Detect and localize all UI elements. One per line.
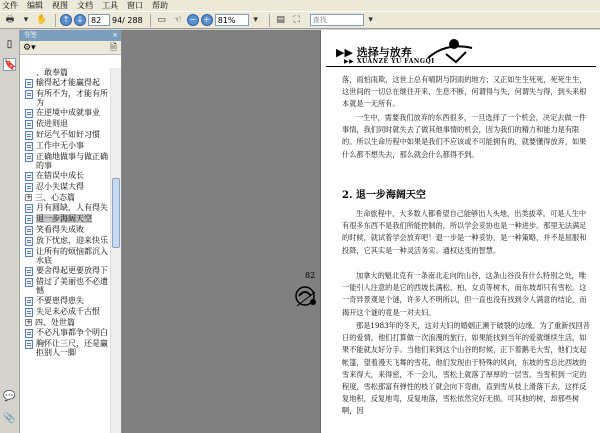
bookmark-label: 不必凡事都争个明白 — [36, 328, 108, 337]
bookmark-label: 三、心态篇 — [35, 193, 75, 202]
bookmark-label: 忍小失谋大得 — [36, 182, 84, 191]
menu-item[interactable]: 窗口 — [127, 1, 143, 10]
zoom-input[interactable] — [215, 14, 249, 26]
paragraph: 加拿大的魁北克有一条南北走向的山谷，这条山谷没有什么特别之处，唯一能引人注意的是它的西坡长满松、柏、女贞等树木，而东坡却只有雪松。这一奇异景观是个谜，许多人不明所以，但一直也没有找到令人满意的结论，而揭开这个谜的竟是一对夫妇。 — [342, 271, 587, 317]
bookmark-item[interactable] — [20, 119, 110, 129]
page-number-input[interactable] — [88, 14, 110, 26]
bookmark-icon — [25, 340, 33, 349]
toolbar — [0, 11, 600, 29]
bookmark-label: 在逆境中成就事业 — [36, 108, 100, 117]
bookmark-icon — [25, 120, 33, 129]
bookmark-label: 放下忧虑，迎来快乐 — [36, 236, 108, 245]
bookmark-item[interactable] — [20, 89, 110, 107]
page-number: 82 — [305, 271, 316, 280]
bookmark-label: 在错误中成长 — [36, 171, 84, 180]
zoom-dropdown-icon[interactable]: ▾ — [253, 15, 258, 25]
bookmark-icon — [25, 109, 33, 118]
search-dropdown-icon[interactable]: ▾ — [368, 15, 373, 25]
bookmark-item[interactable] — [20, 247, 110, 265]
next-page-icon[interactable]: ↓ — [74, 14, 86, 26]
bookmark-label: 退一步海阔天空 — [36, 214, 92, 223]
bookmark-item[interactable] — [20, 78, 110, 88]
bookmark-item[interactable] — [20, 171, 110, 181]
bookmark-item[interactable] — [20, 296, 110, 306]
menu-item[interactable]: 工具 — [102, 1, 118, 10]
options-icon[interactable]: ⚙▾ — [23, 42, 36, 53]
header-subtitle: ▶▶ XUANZE YU FANGQI — [344, 58, 435, 65]
bookmark-item[interactable] — [20, 193, 110, 202]
bookmark-label: 四、处世篇 — [35, 318, 75, 327]
bookmark-icon — [25, 142, 33, 151]
bookmarks-icon[interactable]: 🔖 — [4, 60, 17, 71]
bookmark-item[interactable] — [20, 68, 110, 77]
bookmark-label: 让所有的烦恼都沉入水底 — [36, 247, 108, 265]
bookmark-item[interactable] — [20, 203, 110, 213]
chevron-down-icon[interactable]: ▾ — [23, 15, 29, 25]
comments-icon[interactable]: 💬 — [3, 391, 16, 402]
bookmark-item[interactable] — [20, 318, 110, 327]
bookmark-toolbar — [20, 41, 121, 55]
fit-page-icon[interactable]: ▤ — [276, 15, 285, 25]
bookmark-item[interactable] — [20, 225, 110, 235]
bookmark-label: 失足未必成千古恨 — [36, 307, 100, 316]
menu-item[interactable]: 文档 — [77, 1, 93, 10]
bookmark-item[interactable] — [20, 182, 110, 192]
bookmark-scrollbar[interactable] — [110, 68, 121, 433]
bookmark-icon — [25, 226, 33, 235]
bookmark-icon — [25, 90, 33, 99]
bookmark-list — [20, 68, 110, 433]
page-header — [336, 44, 435, 65]
previous-page-icon[interactable]: ↑ — [60, 14, 72, 26]
bookmark-label: 有所不为，才能有所为 — [36, 89, 108, 107]
bookmark-item[interactable] — [20, 307, 110, 317]
bookmark-icon — [25, 278, 33, 287]
bookmark-icon — [25, 329, 33, 338]
menu-item[interactable]: 视图 — [52, 1, 68, 10]
navigation-strip — [0, 30, 20, 433]
hand-tool-icon[interactable]: ✋ — [36, 15, 48, 25]
fit-width-icon[interactable]: ⛶ — [293, 15, 300, 25]
bookmark-label: 、敢奉篇 — [36, 68, 68, 77]
bookmark-label: 错过了美丽也不必遗憾 — [36, 277, 108, 295]
attachments-icon[interactable]: 📎 — [3, 413, 16, 424]
bookmark-icon — [25, 204, 33, 213]
bookmark-label: 正确地做事与做正确的事 — [36, 152, 108, 170]
bookmark-item[interactable] — [20, 130, 110, 140]
bookmark-label: 笑看得失成败 — [36, 225, 84, 234]
bookmark-label: 好运气不如好习惯 — [36, 130, 100, 139]
bookmark-label: 要舍得起更要放得下 — [36, 266, 108, 275]
header-illustration — [426, 34, 474, 64]
pages-icon[interactable]: ▯ — [6, 39, 13, 50]
bookmark-icon — [25, 248, 33, 257]
bookmark-item[interactable] — [20, 339, 110, 357]
bookmark-item[interactable] — [20, 328, 110, 338]
bookmark-icon — [25, 172, 33, 181]
bookmark-icon — [25, 297, 33, 306]
page-count: 94/ 288 — [112, 15, 143, 25]
bookmark-label: 月有圆缺，人有得失 — [36, 203, 108, 212]
menu-item[interactable]: 文件 — [2, 1, 18, 10]
bookmark-item[interactable] — [20, 214, 110, 224]
print-icon[interactable]: 🖶 — [5, 15, 15, 25]
bookmark-item[interactable] — [20, 277, 110, 295]
bookmark-panel-title: 书签 — [23, 31, 37, 39]
margin-illustration — [293, 282, 323, 312]
bookmark-icon — [25, 308, 33, 317]
close-icon[interactable]: × — [112, 31, 118, 39]
search-input[interactable] — [310, 14, 364, 26]
bookmark-label: 输得起才能赢得起 — [36, 78, 100, 87]
zoom-in-icon[interactable]: + — [201, 14, 213, 26]
scrollbar-thumb[interactable] — [112, 178, 120, 248]
bookmark-label: 工作中无小事 — [36, 141, 84, 150]
bookmark-icon — [25, 215, 33, 224]
expand-icon[interactable]: + — [26, 193, 32, 201]
bookmark-item[interactable] — [20, 266, 110, 276]
zoom-out-icon[interactable]: − — [187, 14, 199, 26]
menu-bar — [0, 0, 600, 11]
new-bookmark-icon[interactable]: 🗎 — [109, 42, 117, 53]
header-rule — [326, 66, 596, 67]
document-page — [326, 30, 600, 433]
bookmark-item[interactable] — [20, 152, 110, 170]
bookmark-label: 依进则退 — [36, 119, 68, 128]
bookmark-icon — [25, 79, 33, 88]
select-tool-icon[interactable]: ▭ — [157, 15, 166, 25]
bookmark-icon — [25, 131, 33, 140]
header-title: ▶▶ 选择与放弃 — [336, 46, 412, 59]
document-area — [122, 30, 600, 433]
paragraph: 生命旅程中，大多数人都希望自己能够出人头地，出类拔萃。可是人生中有很多东西不是我们所能控制的，所以学会妥协也是一种进步。那里无法满足的时候，就试着学会放弃吧！退一步是一种妥协，是一种策略，并不是屈服和投降，它其实是一种灵活务实、通权达变的智慧。 — [342, 209, 587, 255]
menu-item[interactable]: 帮助 — [152, 1, 168, 10]
bookmark-label: 胸怀让三尺，还是赢拒别人一脚 — [36, 339, 108, 357]
hand-icon[interactable]: ☜ — [173, 15, 182, 25]
paragraph: 落，雨怕雨欺，这世上总有晴阴与阴雨的地方；又正如生生死死，死死生生，这世间的一切总在继往开来，生息不断，何谓得与失，何谓失与得，到头来根本就是一无所有。 — [342, 75, 587, 109]
paragraph: 一生中，需要我们放弃的东西很多，一旦选择了一个机会，决定去做一件事情，我们同时就失去了做其他事情的机会，因为我们的精力和能力是有限的。所以生命历程中如果是我们不应该或不可能拥有的，就要懂得放弃，如果什么都不想失去，那么就会什么都得不到。 — [342, 113, 587, 159]
bookmark-item[interactable] — [20, 141, 110, 151]
bookmark-panel-header — [20, 30, 121, 41]
bookmark-label: 不要患得患失 — [36, 296, 84, 305]
paragraph: 那是1983年的冬天，这对夫妇的婚姻正濒于破裂的边缘。为了重新找回昔日的爱情，他们打算做一次浪漫的旅行，如果能找到当年的爱就继续生活，如果不能就友好分手。当他们来到这个山谷的时候，正下着鹅毛大雪，他们支起帐篷，望着漫天飞舞的雪花，他们发现由于特殊的风向，东坡的雪总比西坡的雪来得大，来得密，不一会儿，雪松上就落了厚厚的一层雪。当雪积到一定的程度，雪松那富有弹性的枝丫就会向下弯曲，直到雪从枝上滑落下去，这样反复地积，反复地弯，反复地落，雪松依然完好无损。可其他的树，却那些树啊，因 — [342, 321, 590, 416]
expand-icon[interactable]: + — [26, 318, 32, 326]
bookmark-item[interactable] — [20, 236, 110, 246]
bookmark-icon — [25, 153, 33, 162]
bookmark-item[interactable] — [20, 108, 110, 118]
menu-item[interactable]: 编辑 — [27, 1, 43, 10]
bookmark-icon — [25, 237, 33, 246]
bookmark-panel — [20, 30, 122, 433]
bookmark-icon — [25, 183, 33, 192]
bookmark-icon — [25, 267, 33, 276]
section-heading: 2. 退一步海阔天空 — [342, 190, 426, 201]
